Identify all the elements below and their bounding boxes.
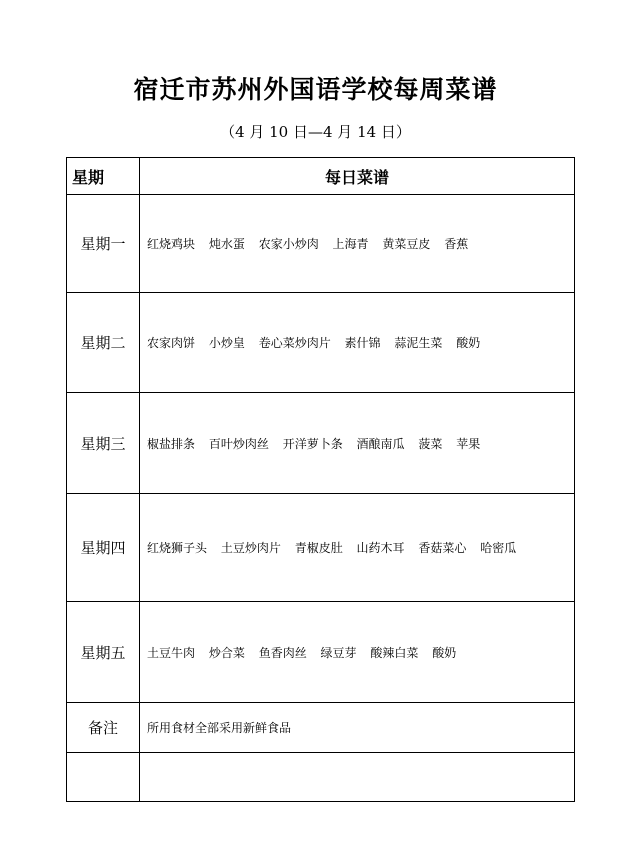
dish-item: 百叶炒肉丝	[208, 436, 269, 451]
dish-item: 黄菜豆皮	[382, 237, 431, 251]
dishes-cell	[140, 602, 575, 703]
dish-item: 红烧狮子头	[147, 541, 208, 555]
dish-item: 青椒皮肚	[294, 541, 343, 555]
page-title: 宿迁市苏州外国语学校每周菜谱	[133, 75, 498, 104]
header-menu: 每日菜谱	[140, 158, 575, 195]
dish-item: 菠菜	[418, 436, 443, 451]
table-row	[67, 602, 575, 703]
dishes-cell	[140, 393, 575, 494]
dish-item: 卷心菜炒肉片	[258, 336, 331, 350]
dish-item: 红烧鸡块	[147, 237, 196, 251]
dishes-cell	[140, 494, 575, 602]
day-cell: 星期三	[67, 393, 140, 494]
date-range: （4 月 10 日—4 月 14 日）	[220, 123, 411, 141]
table-row	[67, 393, 575, 494]
dish-item: 酸奶	[456, 336, 481, 350]
dish-item: 山药木耳	[356, 541, 405, 555]
dish-item: 哈密瓜	[480, 541, 517, 555]
dish-item: 炒合菜	[208, 645, 245, 660]
empty-text-cell	[140, 753, 575, 802]
dish-item: 酸奶	[432, 645, 457, 660]
table-row	[67, 494, 575, 602]
table-row	[67, 293, 575, 393]
dish-item: 蒜泥生菜	[394, 336, 443, 350]
dish-item: 小炒皇	[208, 336, 245, 350]
note-label: 备注	[67, 703, 140, 753]
dish-item: 炖水蛋	[208, 237, 245, 251]
dish-item: 香菇菜心	[418, 541, 467, 555]
dish-item: 农家肉饼	[147, 336, 196, 350]
dish-item: 椒盐排条	[147, 436, 196, 451]
note-text: 所用食材全部采用新鲜食品	[140, 703, 575, 753]
dish-item: 开洋萝卜条	[282, 436, 343, 451]
dish-item: 鱼香肉丝	[258, 645, 307, 660]
day-cell: 星期二	[67, 293, 140, 393]
dish-item: 绿豆芽	[320, 645, 357, 660]
dish-item: 素什锦	[344, 336, 381, 350]
dishes-cell	[140, 293, 575, 393]
table-row	[67, 195, 575, 293]
empty-label-cell	[67, 753, 140, 802]
dish-item: 酸辣白菜	[370, 645, 419, 660]
day-cell: 星期一	[67, 195, 140, 293]
dish-item: 香蕉	[444, 237, 469, 251]
dish-item: 酒酿南瓜	[356, 436, 405, 451]
table-header-row	[67, 158, 575, 195]
dish-item: 上海青	[332, 237, 369, 251]
dishes-cell	[140, 195, 575, 293]
dish-item: 苹果	[456, 436, 481, 451]
day-cell: 星期五	[67, 602, 140, 703]
dish-item: 土豆炒肉片	[220, 541, 281, 555]
note-row	[67, 703, 575, 753]
day-cell: 星期四	[67, 494, 140, 602]
dish-item: 土豆牛肉	[147, 645, 196, 660]
dish-item: 农家小炒肉	[258, 237, 319, 251]
header-day: 星期	[67, 158, 140, 195]
empty-row	[67, 753, 575, 802]
weekly-menu-table	[66, 157, 575, 802]
